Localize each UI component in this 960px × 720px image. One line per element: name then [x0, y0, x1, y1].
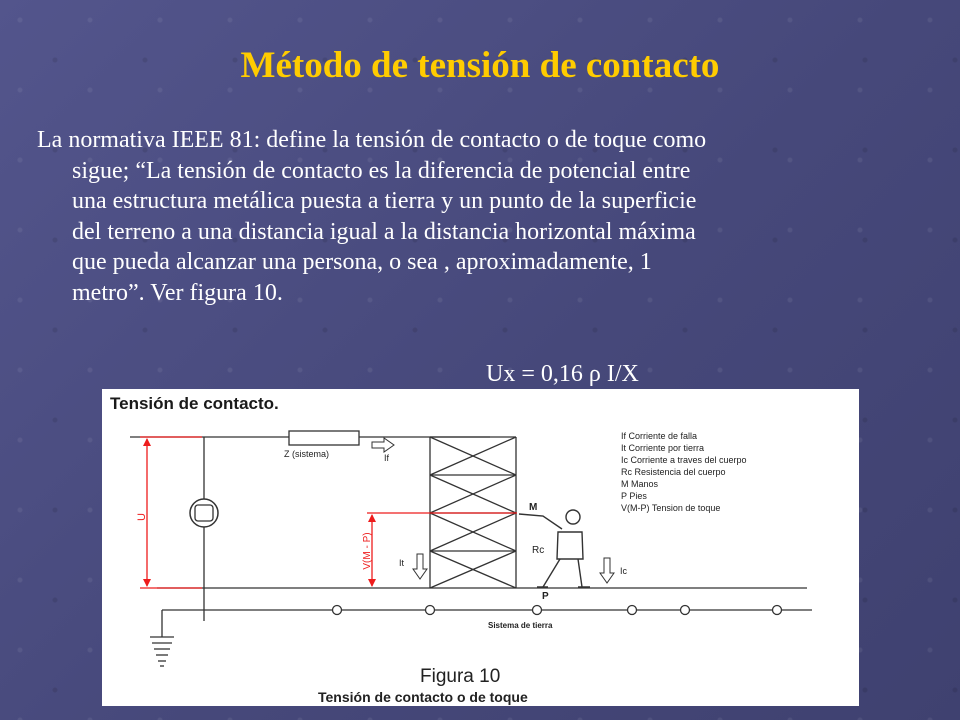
- body-current-arrow-icon: [600, 558, 614, 583]
- legend-item: V(M-P) Tension de toque: [621, 503, 721, 513]
- slide-title: Método de tensión de contacto: [240, 45, 720, 86]
- body-line: que pueda alcanzar una persona, o sea , aproximadamente, 1: [72, 249, 652, 275]
- formula: Ux = 0,16 ρ I/X: [486, 361, 639, 387]
- body-line: sigue; “La tensión de contacto es la diferencia de potencial entre: [72, 157, 691, 184]
- body-line: La normativa IEEE 81: define la tensión de contacto o de toque como: [37, 127, 707, 153]
- touch-voltage-diagram: [102, 389, 859, 706]
- body-paragraph: [37, 125, 942, 308]
- figure-caption-subtitle: Tensión de contacto o de toque: [318, 689, 528, 705]
- fault-current-label: If: [384, 453, 390, 463]
- voltage-source-icon: [190, 499, 218, 527]
- ground-symbol-icon: [150, 634, 174, 666]
- touch-voltage-dimension: [367, 513, 517, 587]
- fault-current-arrow-icon: [372, 438, 394, 452]
- impedance-label: Z (sistema): [284, 449, 329, 459]
- impedance-box: [289, 431, 359, 445]
- legend-item: P Pies: [621, 491, 647, 501]
- legend-item: It Corriente por tierra: [621, 443, 705, 453]
- hands-label: M: [529, 502, 538, 513]
- legend-item: Ic Corriente a traves del cuerpo: [621, 455, 747, 465]
- person-figure: [519, 510, 590, 587]
- legend-item: M Manos: [621, 479, 659, 489]
- figure-caption-title: Figura 10: [420, 666, 501, 687]
- figure-legend: [621, 431, 747, 513]
- body-line: una estructura metálica puesta a tierra y un punto de la superficie: [72, 188, 697, 214]
- feet-label: P: [542, 591, 549, 602]
- figure-header: Tensión de contacto.: [110, 394, 279, 413]
- body-line: del terreno a una distancia igual a la distancia horizontal máxima: [72, 218, 696, 245]
- source-voltage-label: U: [136, 513, 148, 521]
- ground-current-label: It: [399, 558, 405, 568]
- body-current-label: Ic: [620, 566, 628, 576]
- body-resistance-label: Rc: [532, 545, 545, 556]
- ground-current-arrow-icon: [413, 554, 427, 579]
- legend-item: If Corriente de falla: [621, 431, 698, 441]
- touch-voltage-label: V(M - P): [362, 532, 373, 570]
- legend-item: Rc Resistencia del cuerpo: [621, 467, 726, 477]
- figure-10-image: [102, 389, 859, 706]
- ground-system-label: Sistema de tierra: [488, 621, 553, 630]
- body-line: metro”. Ver figura 10.: [72, 279, 283, 306]
